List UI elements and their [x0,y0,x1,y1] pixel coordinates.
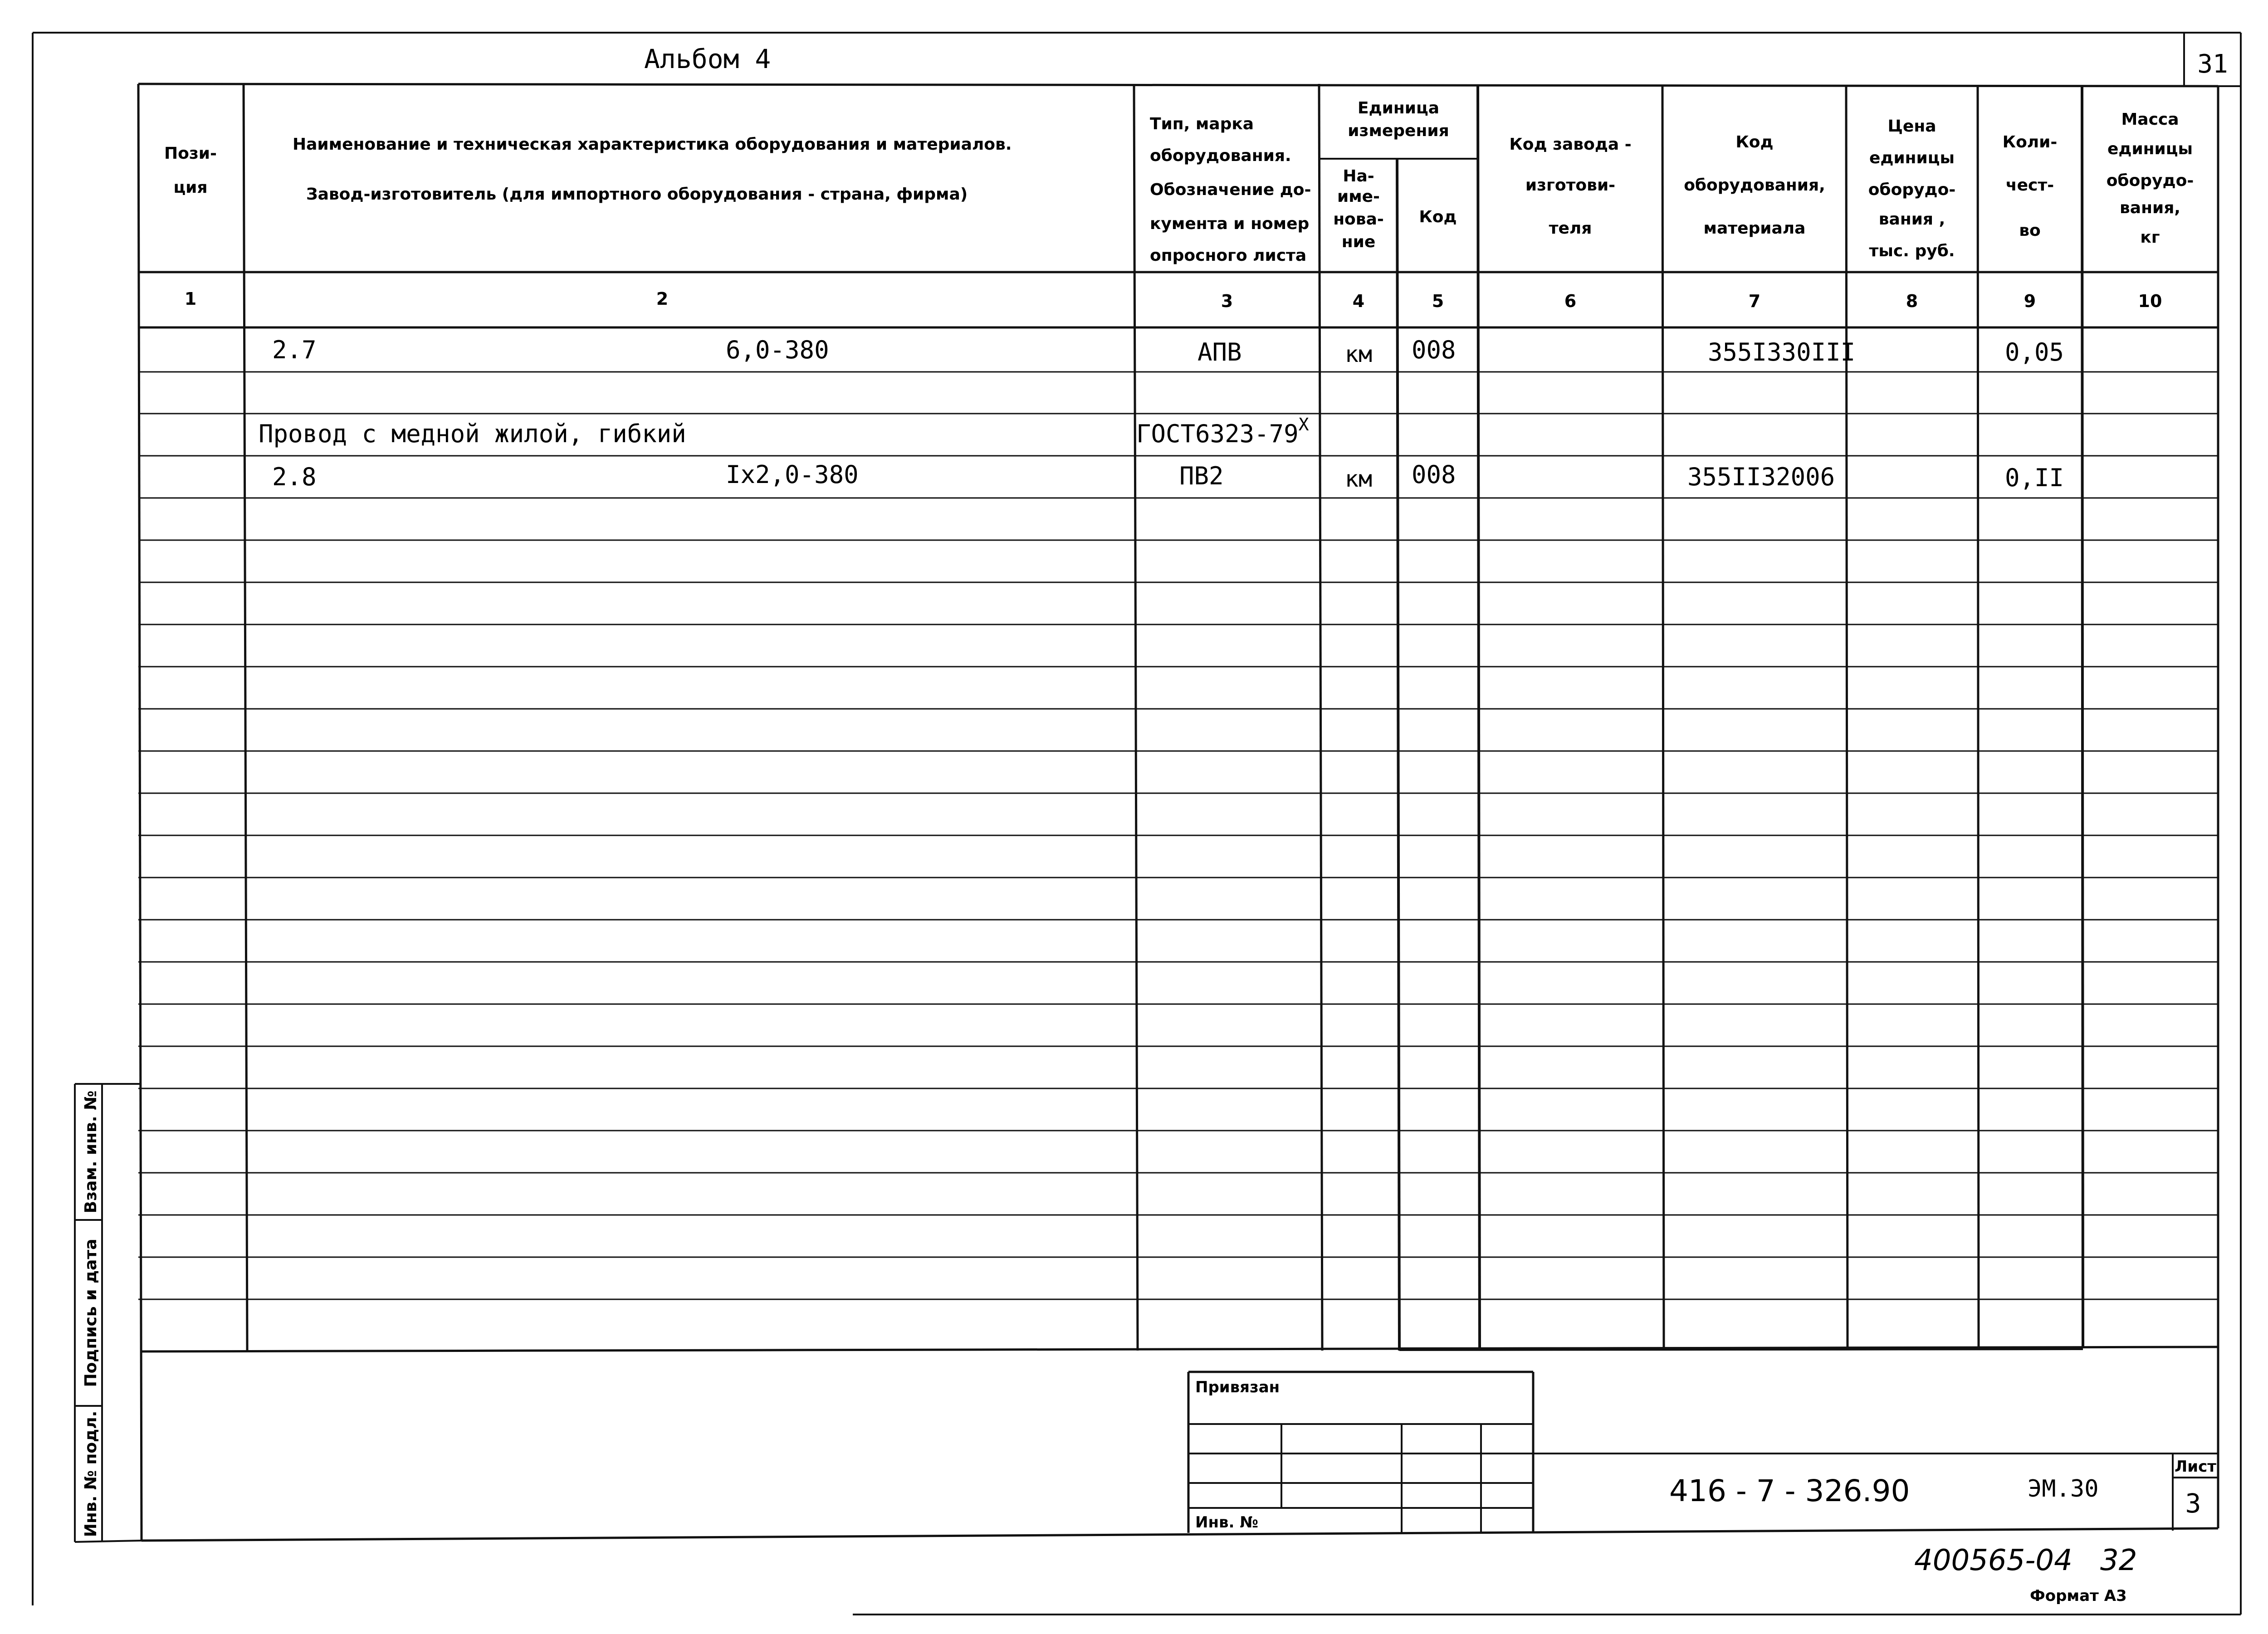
header-equipment-code-3: материала [1703,219,1806,238]
side-label-inventory: Инв. № подл. [82,1410,100,1537]
header-name-2: Завод-изготовитель (для импортного оборудования - страна, фирма) [306,185,968,204]
row-equipment-code: 355II32006 [1687,463,1835,491]
header-type-4: кумента и номер [1150,215,1310,233]
stamp-inventory-no: Инв. № [1195,1513,1259,1532]
column-number-4: 4 [1352,291,1365,311]
row-unit-code: 008 [1412,336,1456,364]
header-equipment-code-2: оборудования, [1684,176,1825,195]
header-mass-2: единицы [2107,140,2193,158]
header-price-1: Цена [1887,117,1936,136]
row-unit-code: 008 [1412,460,1456,489]
handwritten-number: 32 [2100,1544,2137,1577]
column-number-3: 3 [1221,291,1233,311]
header-unit-group-1: Единица [1358,99,1439,117]
header-type-1: Тип, марка [1150,115,1254,133]
header-type-2: оборудования. [1150,146,1291,165]
row-document [1136,415,1309,448]
header-type-3: Обозначение до- [1150,180,1311,199]
header-qty-2: чест- [2005,176,2054,195]
header-mass-4: вания, [2120,199,2180,217]
header-factory-code-1: Код завода - [1509,135,1632,154]
row-type: АПВ [1198,338,1242,366]
column-number-1: 1 [184,289,197,309]
header-factory-code-3: теля [1549,219,1592,238]
header-position-1: Пози- [164,144,217,163]
column-number-6: 6 [1564,291,1577,311]
row-unit: км [1344,341,1373,367]
row-equipment-code: 355I330III [1708,338,1856,366]
stamp-sheet-label: Лист [2175,1458,2216,1476]
header-factory-code-2: изготови- [1525,176,1616,195]
row-type: ПВ2 [1179,462,1224,490]
column-number-10: 10 [2138,291,2162,311]
row-quantity: 0,05 [2005,338,2064,366]
format-label: Формат А3 [2030,1587,2127,1605]
stamp-privyazan: Привязан [1195,1378,1280,1396]
header-unit-group-2: измерения [1348,122,1449,140]
header-equipment-code-1: Код [1735,133,1774,151]
header-qty-3: во [2019,221,2041,240]
row-item-number: 2.7 [272,336,317,364]
handwritten-code: 400565-04 [1914,1544,2072,1577]
header-unit-name-1: На- [1343,167,1374,185]
row-document-superscript: X [1298,415,1309,434]
header-type-5: опросного листа [1150,246,1307,265]
header-mass-1: Масса [2121,110,2179,129]
row-spec: Iх2,0-380 [726,460,859,489]
header-price-4: вания , [1878,210,1945,229]
column-number-7: 7 [1748,291,1761,311]
column-number-8: 8 [1906,291,1918,311]
column-number-2: 2 [656,289,669,309]
stamp-sheet-number: 3 [2185,1488,2201,1519]
album-title: Альбом 4 [644,44,771,74]
header-mass-3: оборудо- [2106,171,2194,190]
stamp-mark: ЭМ.30 [2028,1475,2099,1502]
header-qty-1: Коли- [2002,133,2058,151]
header-name-1: Наименование и техническая характеристика оборудования и материалов. [293,135,1012,154]
side-label-replacement: Взам. инв. № [82,1090,100,1214]
row-spec: 6,0-380 [726,336,829,364]
header-price-5: тыс. руб. [1869,242,1955,260]
row-document-code: ГОСТ6323-79 [1136,419,1299,448]
row-item-number: 2.8 [272,463,317,491]
header-unit-name-3: нова- [1333,210,1384,229]
row-quantity: 0,II [2005,463,2064,492]
column-number-5: 5 [1432,291,1444,311]
header-mass-5: кг [2140,228,2160,247]
header-price-2: единицы [1869,149,1955,167]
stamp-document-code: 416 - 7 - 326.90 [1669,1473,1910,1508]
header-unit-code: Код [1419,208,1457,226]
row-unit: км [1344,466,1373,492]
header-unit-name-2: име- [1337,187,1380,206]
column-number-9: 9 [2024,291,2036,311]
header-position-2: ция [173,178,208,197]
page-number: 31 [2197,49,2228,79]
row-title: Провод с медной жилой, гибкий [259,419,686,448]
header-unit-name-4: ние [1341,233,1376,251]
header-price-3: оборудо- [1868,180,1956,199]
side-label-signature: Подпись и дата [82,1239,100,1387]
